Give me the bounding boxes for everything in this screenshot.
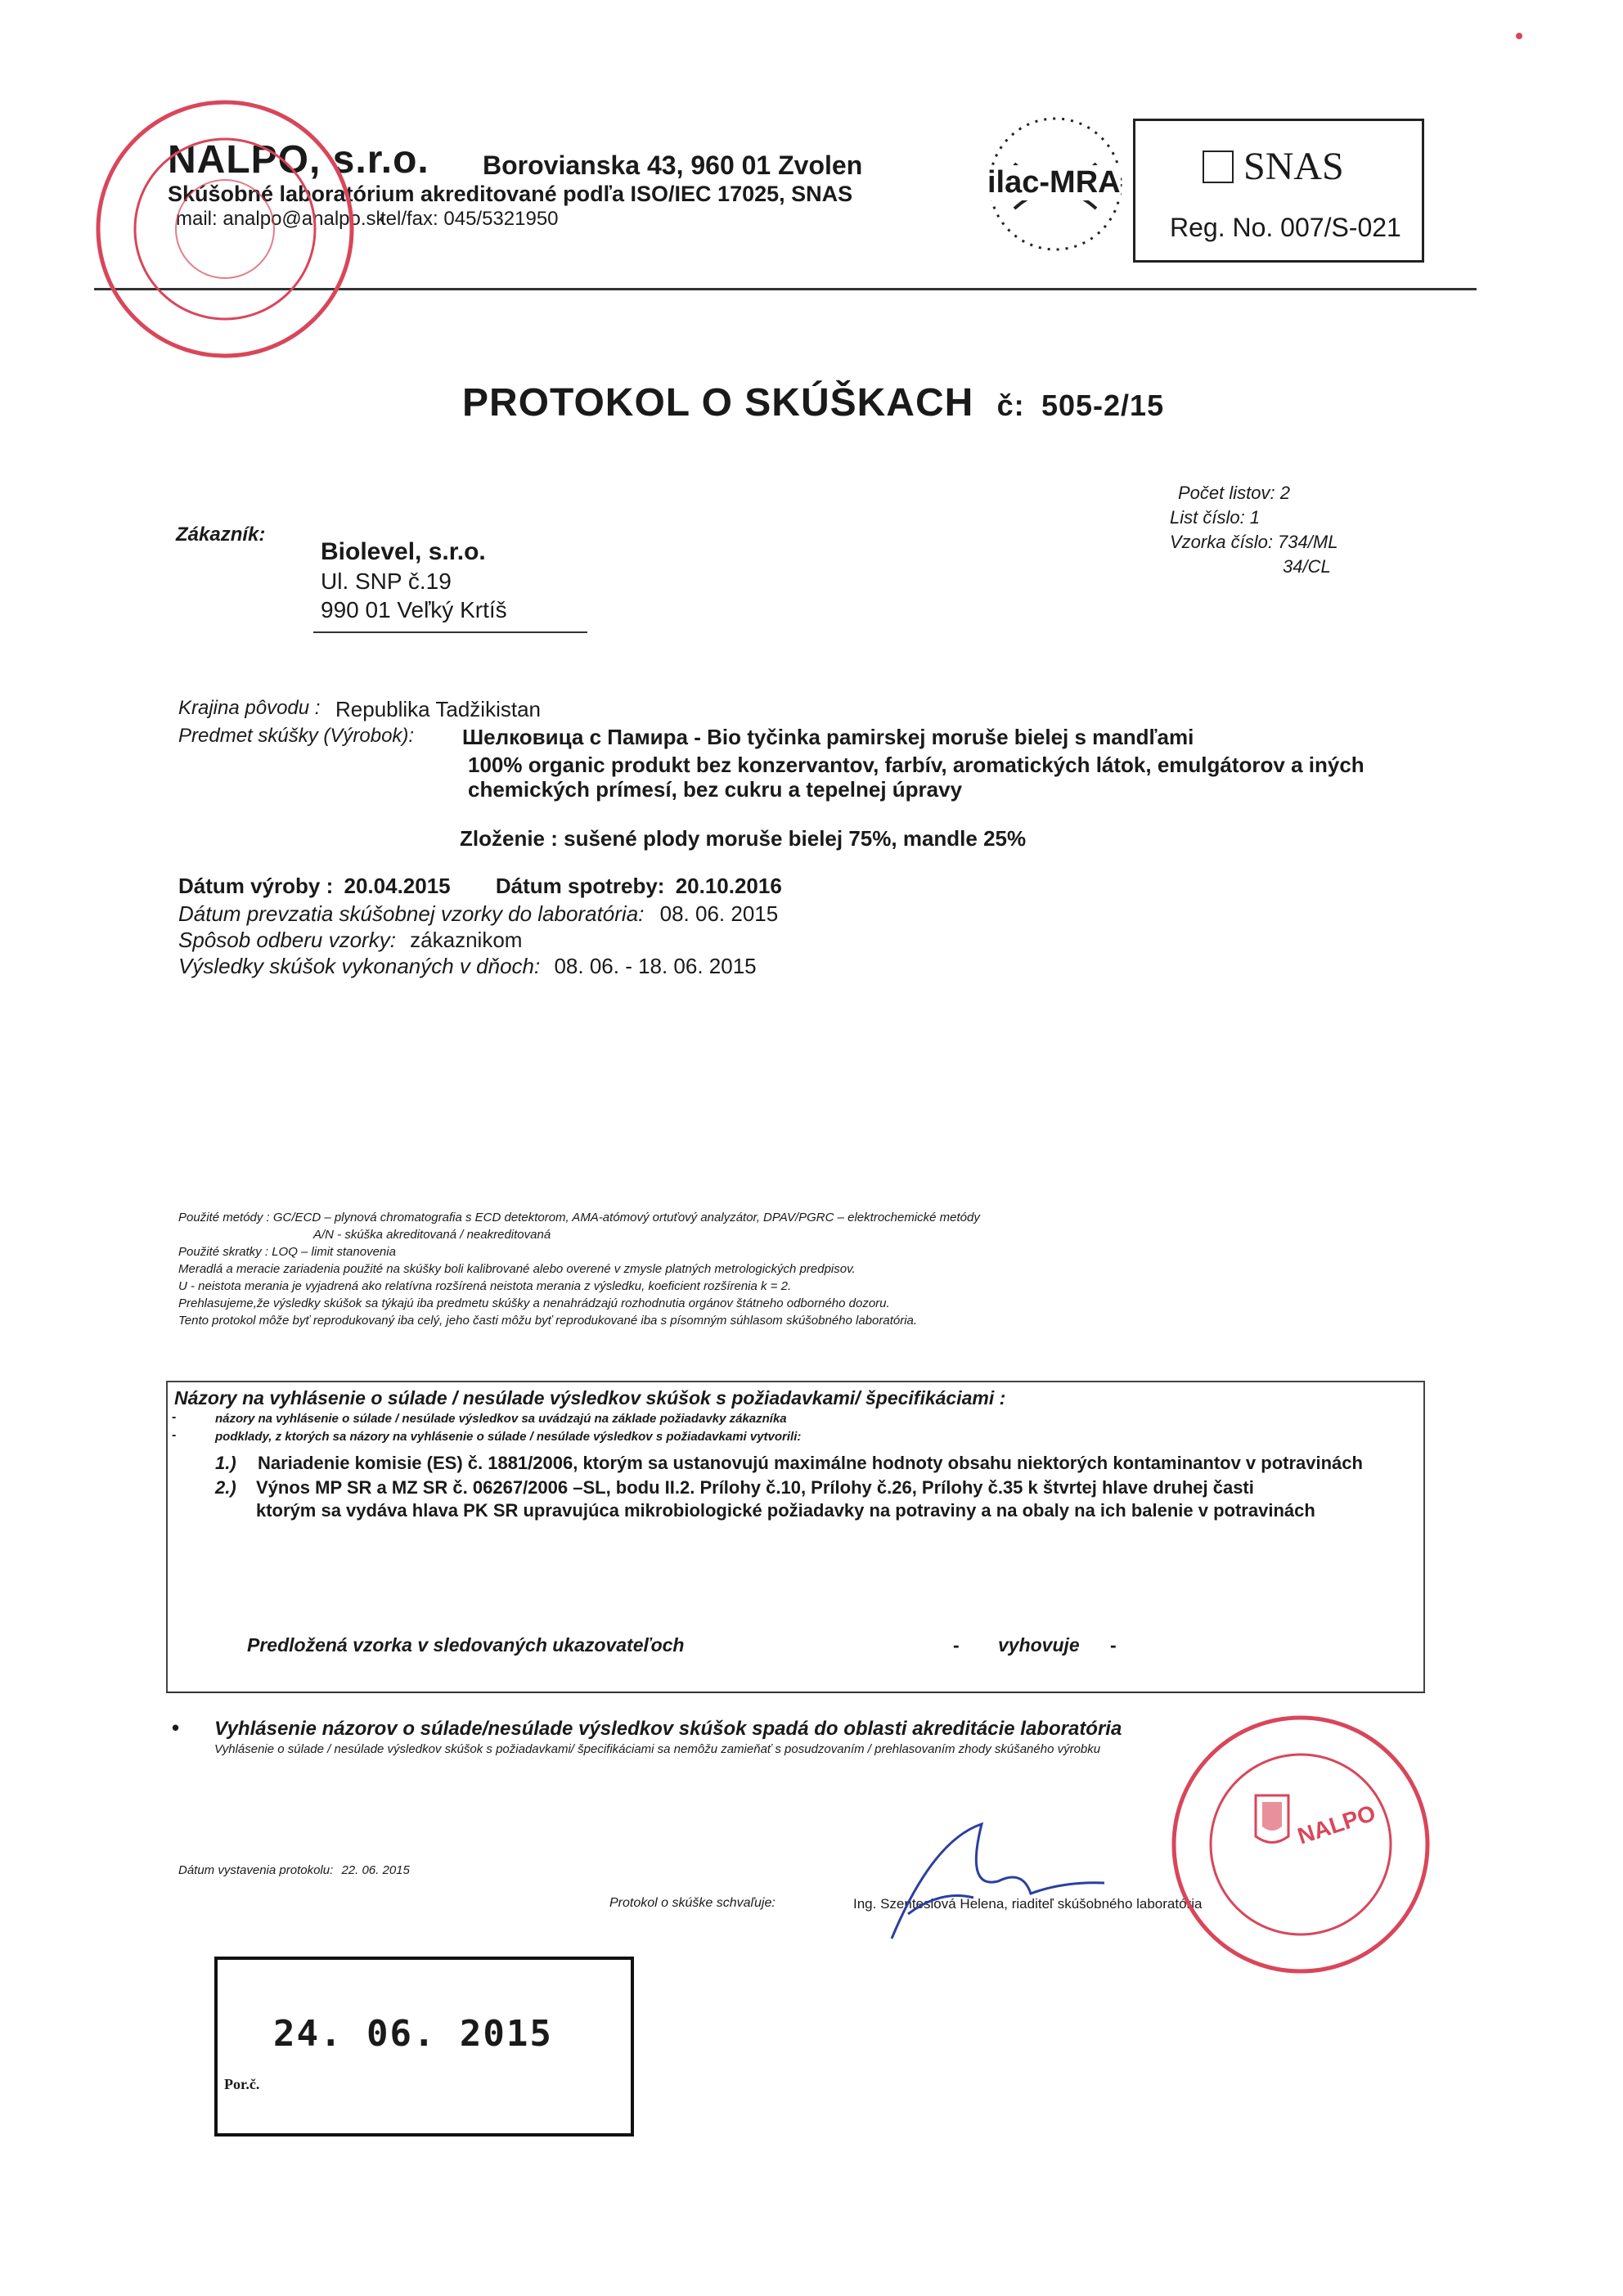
production-date-value: 20.04.2015 [344,874,451,898]
company-name: NALPO, s.r.o. [168,138,429,182]
expiry-date-label: Dátum spotreby: [495,874,665,898]
ilac-mra-logo [978,106,1133,262]
ilac-label: ilac-MRA [987,165,1121,200]
title-number-prefix: č: [996,389,1025,422]
conformity-box-divider [166,1692,1425,1693]
verdict-dash-left: - [953,1634,960,1656]
conformity-item-2-cont: ktorým sa vydáva hlava PK SR upravujúca mikrobiologické požiadavky na potraviny a na obaly na ich balenie v potravinách [256,1500,1315,1521]
accreditation-line: Skúšobné laboratórium akreditované podľa ISO/IEC 17025, SNAS [168,182,853,206]
verdict-label: Predložená vzorka v sledovaných ukazovateľoch [247,1634,685,1656]
issue-date [178,1863,410,1877]
snas-label: SNAS [1243,145,1344,188]
test-results-dates-label: Výsledky skúšok vykonaných v dňoch: [178,954,541,978]
note-uncertainty: U - neistota merania je vyjadrená ako relatívna rozšírená neistota merania z výsledku, koeficient rozšírenia k = 2. [178,1279,792,1293]
marker-dot [1516,33,1522,39]
note-calibration: Meradlá a meracie zariadenia použité na skúšky boli kalibrované alebo overené v zmysle platných metrologických predpisov. [178,1262,856,1276]
approved-label: Protokol o skúške schvaľuje: [609,1896,776,1910]
stamp-bottom-right [1162,1705,1440,1984]
approver: Ing. Szentesiová Helena, riaditeľ skúšobného laboratória [853,1896,1203,1912]
sampling-method [178,928,522,953]
receipt-por-label: Por.č. [224,2076,260,2092]
test-results-dates [178,954,757,979]
customer-city: 990 01 Veľký Krtíš [321,597,507,622]
stamp-top-left [86,90,364,368]
production-date-label: Dátum výroby : [178,874,334,898]
email: mail: analpo@analpo.sk [176,208,386,230]
snas-box [1133,119,1424,263]
title-number: 505-2/15 [1041,389,1165,422]
declaration-bullet: • [172,1715,180,1740]
customer-label: Zákazník: [176,523,266,546]
verdict-dash-right: - [1110,1634,1117,1656]
expiry-date-value: 20.10.2016 [675,874,782,898]
issue-date-label: Dátum vystavenia protokolu: [178,1863,334,1877]
page-title [462,380,1164,425]
issue-date-value: 22. 06. 2015 [341,1863,410,1877]
conformity-item-2: Výnos MP SR a MZ SR č. 06267/2006 –SL, bodu II.2. Prílohy č.10, Prílohy č.26, Prílohy č.35 k štvrtej hlave druhej časti [256,1477,1254,1498]
received-date-label: Dátum prevzatia skúšobnej vzorky do laboratória: [178,901,645,926]
note-accreditation: A/N - skúška akreditovaná / neakreditovaná [313,1228,551,1242]
receipt-date: 24. 06. 2015 [273,2013,553,2055]
note-reproduction: Tento protokol môže byť reprodukovaný iba celý, jeho časti môžu byť reprodukované iba s písomným súhlasom skúšobného laboratória. [178,1314,918,1328]
origin-value: Republika Tadžikistan [335,697,541,721]
declaration-sub: Vyhlásenie o súlade / nesúlade výsledkov skúšok s požiadavkami/ špecifikáciami sa nemôžu zamieňať s posudzovaním / prehlasovaním zhody skúšaného výrobku [214,1742,1101,1756]
title-text: PROTOKOL O SKÚŠKACH [462,381,974,425]
note-declaration: Prehlasujeme,že výsledky skúšok sa týkajú iba predmetu skúšky a nenahrádzajú rozhodnutia orgánov štátneho odborného dozoru. [178,1296,890,1310]
composition: Zloženie : sušené plody moruše bielej 75%, mandle 25% [460,826,1027,851]
stamp-name: NALPO [1294,1800,1379,1849]
conformity-bullet-2: podklady, z ktorých sa názory na vyhlásenie o súlade / nesúlade výsledkov s požiadavkami vytvorili: [215,1430,802,1444]
customer-name: Biolevel, s.r.o. [321,538,486,565]
sampling-method-value: zákaznikom [410,928,523,952]
subject-line-2: 100% organic produkt bez konzervantov, farbív, aromatických látok, emulgátorov a iných [468,753,1364,777]
sample-number-2: 34/CL [1283,556,1331,577]
origin-label: Krajina pôvodu : [178,697,321,719]
conformity-heading: Názory na vyhlásenie o súlade / nesúlade výsledkov skúšok s požiadavkami/ špecifikáciami : [174,1387,1006,1409]
sampling-method-label: Spôsob odberu vzorky: [178,928,396,952]
conformity-bullet-2-dash: - [172,1428,177,1442]
note-abbreviations: Použité skratky : LOQ – limit stanovenia [178,1245,396,1259]
conformity-item-2-number: 2.) [215,1477,236,1498]
conformity-bullet-1: názory na vyhlásenie o súlade / nesúlade výsledkov sa uvádzajú na základe požiadavky zákazníka [215,1412,787,1426]
signature [859,1791,1170,1947]
customer-street: Ul. SNP č.19 [321,568,452,594]
conformity-item-1: Nariadenie komisie (ES) č. 1881/2006, ktorým sa ustanovujú maximálne hodnoty obsahu niektorých kontaminantov v potravinách [258,1453,1363,1473]
production-date [178,874,782,899]
conformity-box [166,1381,1425,1693]
conformity-bullet-1-dash: - [172,1410,177,1424]
received-date-value: 08. 06. 2015 [659,901,779,926]
reg-number: Reg. No. 007/S-021 [1170,213,1401,242]
received-date [178,901,778,927]
note-methods: Použité metódy : GC/ECD – plynová chromatografia s ECD detektorom, AMA-atómový ortuťový analyzátor, DPAV/PGRC – elektrochemické metódy [178,1211,980,1224]
sheet-number: List číslo: 1 [1170,507,1261,528]
declaration-main: Vyhlásenie názorov o súlade/nesúlade výsledkov skúšok spadá do oblasti akreditácie laboratória [214,1718,1122,1740]
customer-underline [313,631,587,633]
snas-emblem-icon [1203,151,1234,183]
conformity-item-1-number: 1.) [215,1453,236,1473]
subject-label: Predmet skúšky (Výrobok): [178,725,415,747]
sheet-info [1170,481,1338,579]
telfax: tel/fax: 045/5321950 [380,208,559,230]
sample-number: Vzorka číslo: 734/ML [1170,532,1338,552]
test-results-dates-value: 08. 06. - 18. 06. 2015 [554,954,757,978]
subject-line-3: chemických prímesí, bez cukru a tepelnej úpravy [468,777,963,802]
receipt-stamp [214,1957,634,2136]
subject-line-1: Шелковица с Памира - Bio tyčinka pamirskej moruše bielej s mandľami [462,725,1194,749]
sheet-pages: Počet listov: 2 [1178,483,1290,503]
notes [178,1209,980,1329]
company-address: Borovianska 43, 960 01 Zvolen [483,151,863,180]
verdict-value: vyhovuje [998,1634,1080,1656]
